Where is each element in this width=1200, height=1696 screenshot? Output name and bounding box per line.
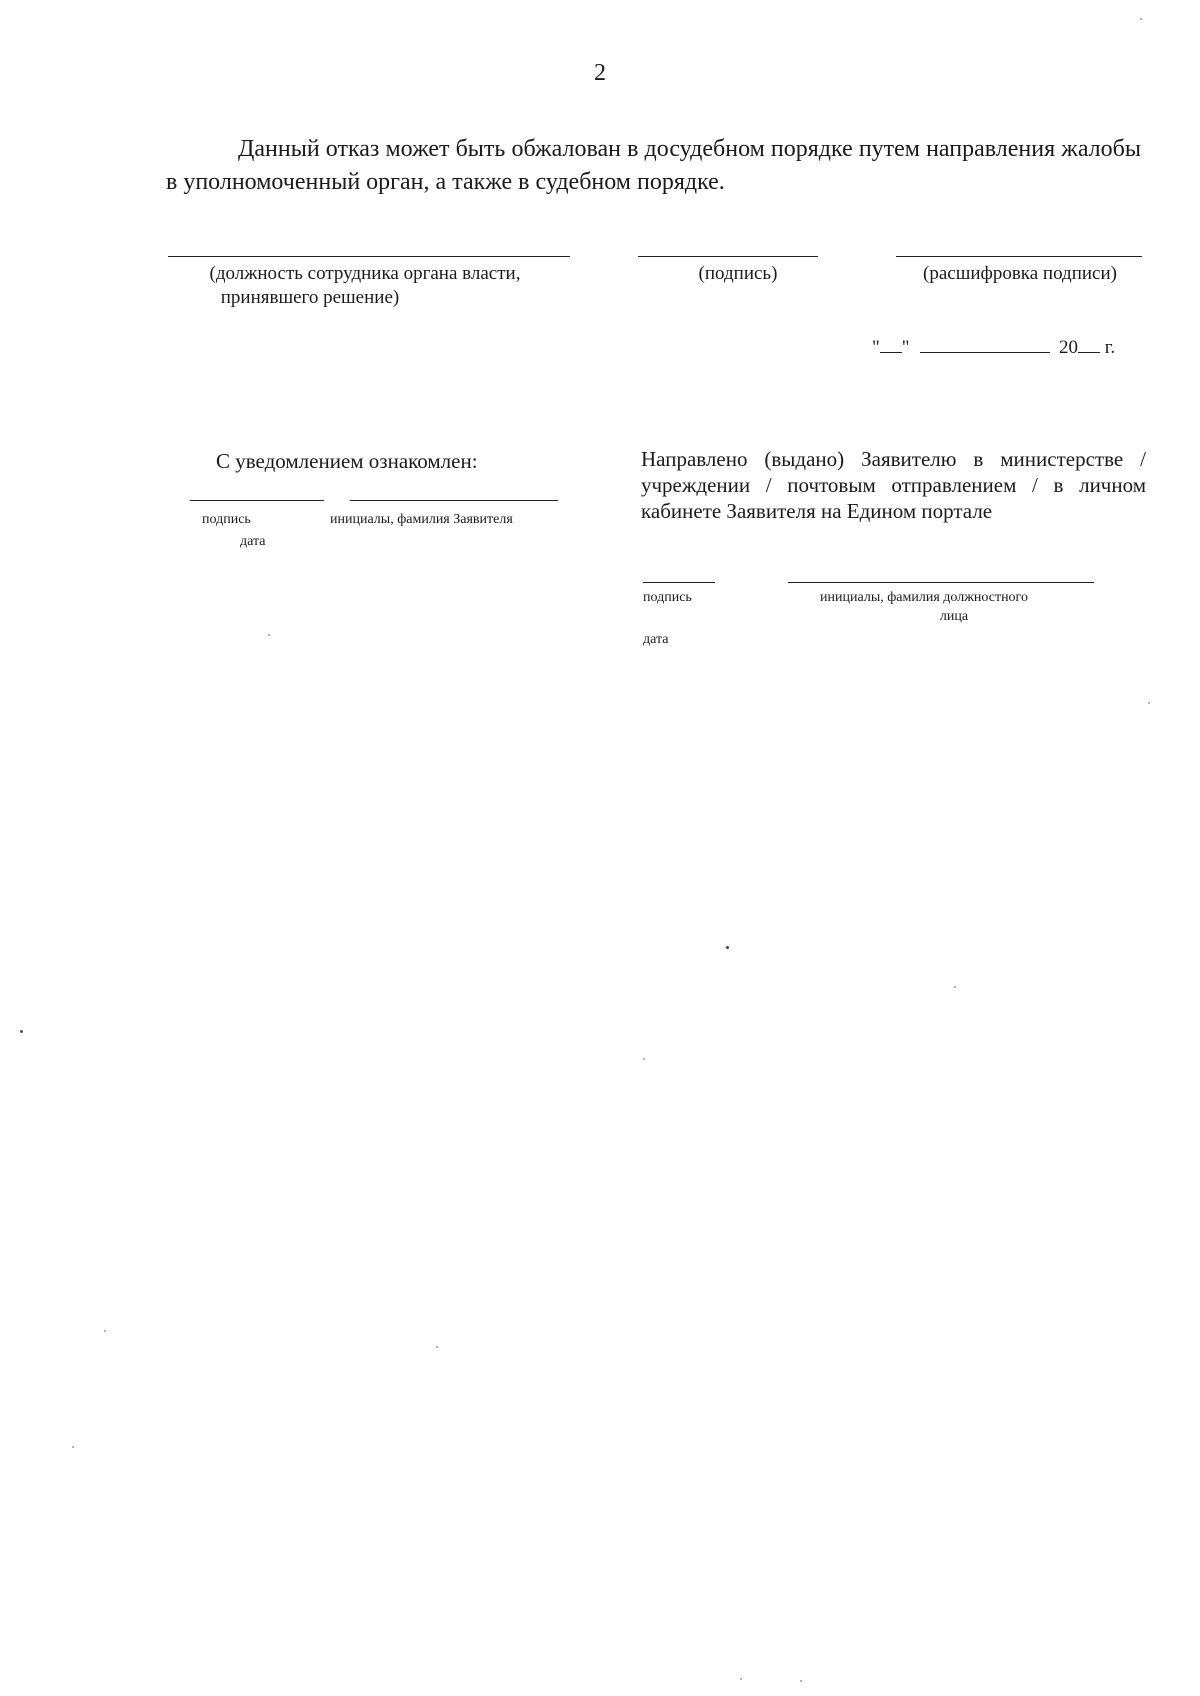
- scan-speck: [1148, 702, 1150, 704]
- date-day-blank: [880, 334, 902, 353]
- scan-speck: [436, 1346, 438, 1348]
- appeal-paragraph-text: Данный отказ может быть обжалован в досудебном порядке путем направления жалобы в уполномоченный орган, а также в судебном порядке.: [166, 136, 1141, 195]
- acknowledgement-name-line: [350, 500, 558, 501]
- acknowledgement-signature-label: подпись: [202, 512, 251, 527]
- delivery-name-line: [788, 582, 1094, 583]
- signature-line: [638, 256, 818, 257]
- scan-speck: [800, 1680, 802, 1682]
- appeal-paragraph: [166, 133, 1141, 199]
- date-year-blank: [1078, 334, 1100, 353]
- position-caption-line2: принявшего решение): [220, 287, 400, 308]
- page-number: 2: [594, 60, 606, 86]
- scan-speck: [740, 1678, 742, 1680]
- position-caption: [150, 262, 580, 310]
- scan-speck: [1140, 18, 1142, 20]
- date-quote-open: ": [872, 337, 880, 358]
- scan-speck: [20, 1030, 23, 1033]
- date-line: [872, 334, 1115, 359]
- date-quote-close: ": [901, 337, 910, 358]
- date-month-blank: [920, 334, 1050, 353]
- scan-speck: [726, 946, 729, 949]
- acknowledgement-heading: С уведомлением ознакомлен:: [216, 449, 478, 473]
- acknowledgement-name-label: инициалы, фамилия Заявителя: [330, 512, 513, 527]
- date-year-prefix: 20: [1059, 337, 1079, 358]
- scan-speck: [268, 634, 270, 636]
- scan-speck: [954, 986, 956, 988]
- signature-caption: (подпись): [698, 263, 778, 284]
- scan-speck: [72, 1446, 74, 1448]
- date-year-suffix: г.: [1104, 337, 1116, 358]
- signature-decode-line: [896, 256, 1142, 257]
- delivery-text: Направлено (выдано) Заявителю в министерстве / учреждении / почтовым отправлением / в личном кабинете Заявителя на Едином портале: [641, 447, 1146, 523]
- delivery-name-label: [784, 588, 1064, 626]
- acknowledgement-date-label: дата: [240, 534, 266, 549]
- delivery-name-label-line2: лица: [939, 609, 969, 624]
- scan-speck: [104, 1330, 106, 1332]
- position-signature-line: [168, 256, 570, 257]
- scan-speck: [643, 1058, 645, 1060]
- position-caption-line1: (должность сотрудника органа власти,: [209, 263, 521, 284]
- signature-decode-caption: (расшифровка подписи): [923, 263, 1117, 284]
- delivery-signature-line: [643, 582, 715, 583]
- delivery-date-label: дата: [643, 632, 669, 647]
- delivery-signature-label: подпись: [643, 590, 692, 605]
- acknowledgement-signature-line: [190, 500, 324, 501]
- delivery-name-label-line1: инициалы, фамилия должностного: [820, 590, 1028, 605]
